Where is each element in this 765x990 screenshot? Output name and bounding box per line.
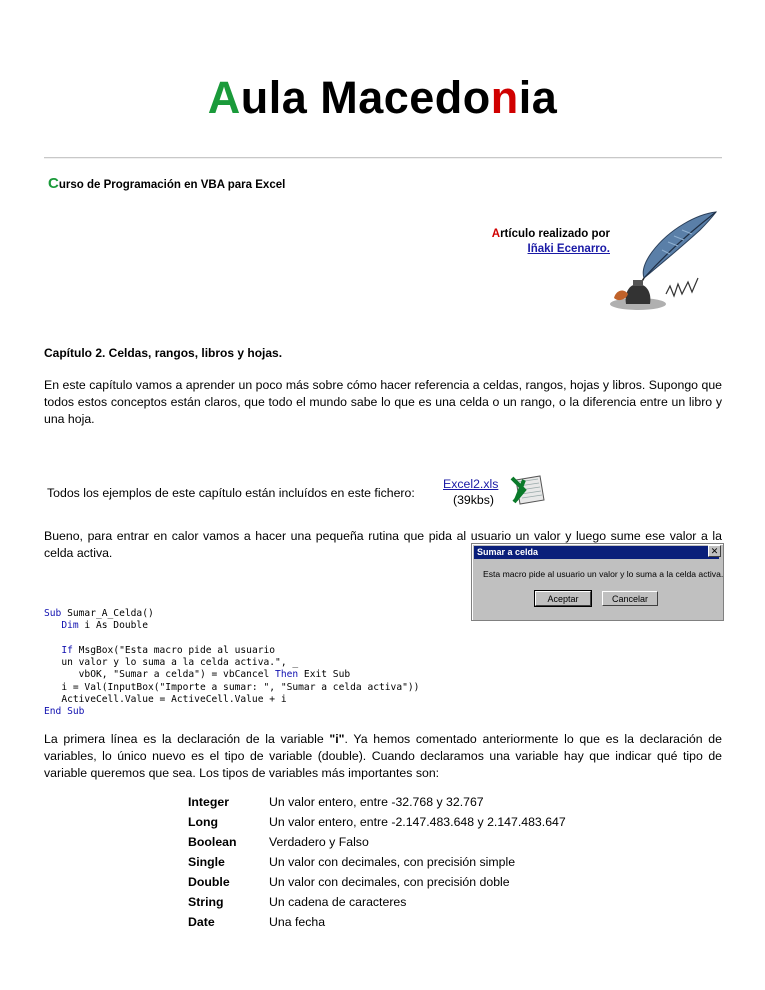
type-name: Date bbox=[188, 915, 215, 929]
type-desc: Un valor con decimales, con precisión simple bbox=[269, 855, 516, 869]
chapter-heading: Capítulo 2. Celdas, rangos, libros y hojas. bbox=[44, 346, 283, 360]
article-cap: A bbox=[491, 228, 501, 240]
article-label bbox=[460, 227, 610, 242]
course-cap: C bbox=[48, 175, 59, 192]
type-desc: Una fecha bbox=[269, 915, 326, 929]
type-name: String bbox=[188, 895, 224, 909]
code-line: Exit Sub bbox=[298, 669, 351, 681]
intro-paragraph: En este capítulo vamos a aprender un poco más sobre cómo hacer referencia a celdas, rangos, hojas y libros. Supongo que todos estos conceptos están claros, que todo el mundo sabe lo que es una celda o un rango, o la diferencia entre un libro y una hoja. bbox=[44, 378, 722, 426]
code-line: Sumar_A_Celda() bbox=[61, 608, 154, 619]
download-text: Todos los ejemplos de este capítulo están incluídos en este fichero: bbox=[47, 486, 415, 500]
explain-paragraph bbox=[44, 731, 722, 782]
explain-post: . Ya hemos comentado anteriormente lo que es la declaración de variables, lo único nuevo es el tipo de variable (double). Cuando declaramos una variable hay que indicar qué tipo de variable queremos que sea. Los tipos de variables más importantes son: bbox=[44, 732, 722, 780]
title-end: ia bbox=[518, 72, 558, 123]
dialog-title: Sumar a celda bbox=[474, 546, 719, 559]
title-letter-n: n bbox=[490, 72, 519, 123]
type-desc: Un valor entero, entre -2.147.483.648 y 2.147.483.647 bbox=[269, 815, 566, 829]
type-desc: Un valor con decimales, con precisión doble bbox=[269, 875, 510, 889]
title-mid: ula Macedo bbox=[240, 72, 491, 123]
ok-button[interactable]: Aceptar bbox=[535, 591, 591, 606]
dialog-message: Esta macro pide al usuario un valor y lo suma a la celda activa. bbox=[483, 569, 724, 579]
msgbox-dialog bbox=[471, 543, 724, 621]
type-name: Long bbox=[188, 815, 219, 829]
explain-var: "i" bbox=[329, 732, 345, 746]
vba-code-block bbox=[44, 608, 419, 719]
code-kw: Then bbox=[275, 669, 299, 681]
routine-paragraph: Bueno, para entrar en calor vamos a hacer una pequeña rutina que pida al usuario un valor y luego sume ese valor a la celda activa. bbox=[44, 529, 722, 560]
excel-file-link[interactable]: Excel2.xls bbox=[443, 477, 499, 491]
title-letter-a: A bbox=[207, 72, 241, 123]
code-kw: Dim bbox=[61, 620, 79, 632]
excel-file-icon[interactable] bbox=[510, 474, 546, 506]
type-name: Integer bbox=[188, 795, 229, 809]
cancel-button[interactable]: Cancelar bbox=[602, 591, 658, 606]
code-kw: Sub bbox=[44, 608, 62, 619]
code-line: ActiveCell.Value = ActiveCell.Value + i bbox=[44, 694, 287, 706]
course-title bbox=[48, 175, 285, 192]
code-kw: If bbox=[61, 644, 73, 656]
explain-pre: La primera línea es la declaración de la variable bbox=[44, 732, 330, 746]
site-title bbox=[0, 72, 765, 124]
type-name: Double bbox=[188, 875, 230, 889]
article-rest: rtículo realizado por bbox=[500, 228, 610, 240]
header-divider bbox=[44, 157, 722, 159]
type-desc: Un cadena de caracteres bbox=[269, 895, 407, 909]
close-icon[interactable]: ✕ bbox=[708, 545, 721, 557]
type-desc: Un valor entero, entre -32.768 y 32.767 bbox=[269, 795, 484, 809]
code-line: vbOK, "Sumar a celda") = vbCancel bbox=[44, 669, 276, 681]
type-desc: Verdadero y Falso bbox=[269, 835, 369, 849]
article-credit bbox=[460, 227, 610, 257]
code-line: i = Val(InputBox("Importe a sumar: ", "Sumar a celda activa")) bbox=[44, 681, 420, 693]
author-link[interactable]: Iñaki Ecenarro. bbox=[527, 243, 610, 255]
quill-inkwell-icon bbox=[608, 206, 720, 318]
code-line: un valor y lo suma a la celda activa.", _ bbox=[44, 657, 299, 669]
code-line: i As Double bbox=[78, 620, 148, 632]
type-name: Single bbox=[188, 855, 225, 869]
file-size: (39kbs) bbox=[453, 493, 495, 507]
course-rest: urso de Programación en VBA para Excel bbox=[58, 179, 286, 191]
code-kw: End Sub bbox=[44, 706, 85, 718]
code-line: MsgBox("Esta macro pide al usuario bbox=[72, 644, 276, 656]
type-name: Boolean bbox=[188, 835, 237, 849]
